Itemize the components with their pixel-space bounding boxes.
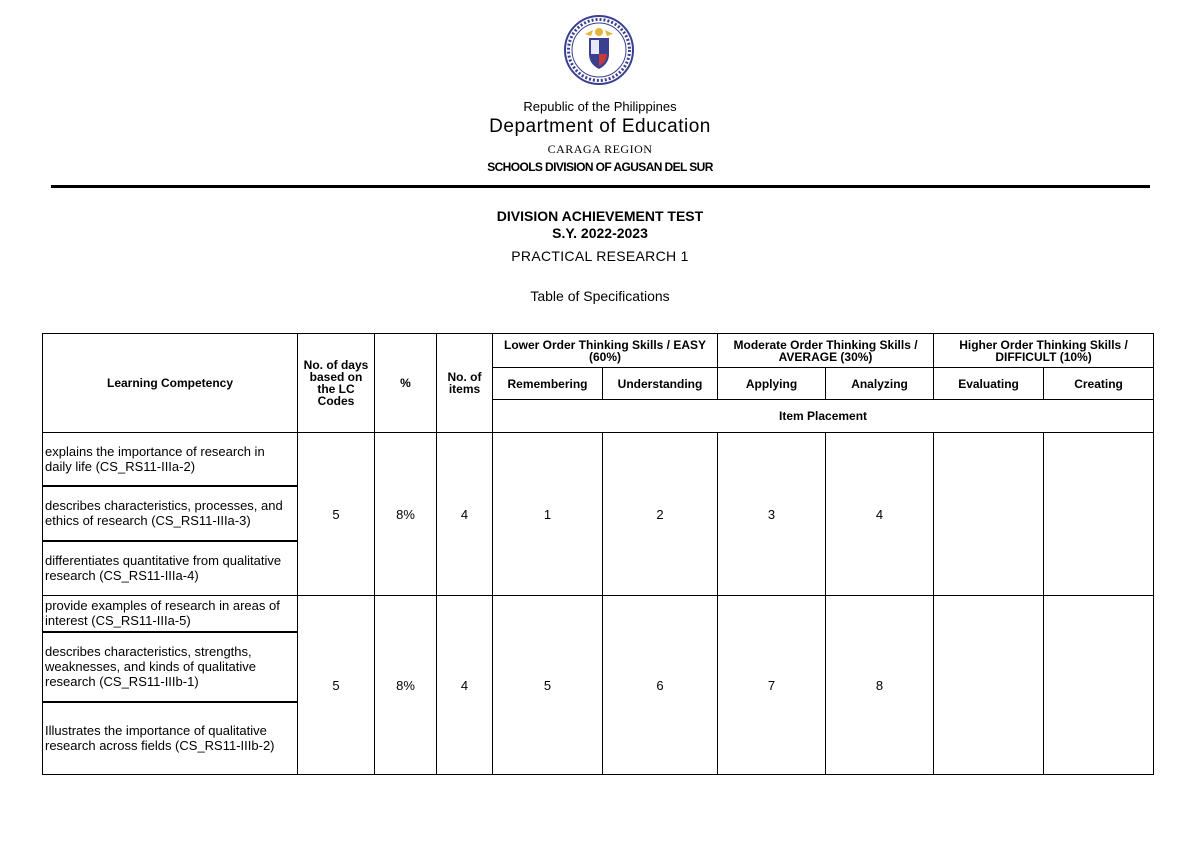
days-cell: 5 <box>298 596 375 775</box>
header-days: No. of days based on the LC Codes <box>298 334 375 433</box>
department-name: Department of Education <box>489 116 711 137</box>
understanding-cell: 6 <box>603 596 718 775</box>
items-cell: 4 <box>437 433 493 596</box>
analyzing-cell: 4 <box>826 433 934 596</box>
subject-name: PRACTICAL RESEARCH 1 <box>511 248 689 264</box>
percent-cell: 8% <box>375 596 437 775</box>
competency-cell: provide examples of research in areas of interest (CS_RS11-IIIa-5) <box>43 596 298 632</box>
header-learning-competency: Learning Competency <box>43 334 298 433</box>
applying-cell: 3 <box>718 433 826 596</box>
analyzing-cell: 8 <box>826 596 934 775</box>
header-items: No. of items <box>437 334 493 433</box>
understanding-cell: 2 <box>603 433 718 596</box>
table-row <box>43 433 1154 486</box>
header-percent: % <box>375 334 437 433</box>
table-row <box>43 596 1154 632</box>
header-creating: Creating <box>1044 368 1154 400</box>
table-of-specifications <box>42 333 1154 775</box>
header-remembering: Remembering <box>493 368 603 400</box>
region-name: CARAGA REGION <box>547 142 653 156</box>
competency-cell: describes characteristics, strengths, weaknesses, and kinds of qualitative research (CS_RS11-IIIb-1) <box>43 632 298 702</box>
header-evaluating: Evaluating <box>934 368 1044 400</box>
creating-cell <box>1044 596 1154 775</box>
school-year: S.Y. 2022-2023 <box>552 225 648 241</box>
days-cell: 5 <box>298 433 375 596</box>
competency-cell: differentiates quantitative from qualitative research (CS_RS11-IIIa-4) <box>43 541 298 596</box>
test-title: DIVISION ACHIEVEMENT TEST <box>496 208 704 224</box>
creating-cell <box>1044 433 1154 596</box>
header-analyzing: Analyzing <box>826 368 934 400</box>
percent-cell: 8% <box>375 433 437 596</box>
division-name: SCHOOLS DIVISION OF AGUSAN DEL SUR <box>487 160 713 174</box>
evaluating-cell <box>934 596 1044 775</box>
header-hots: Higher Order Thinking Skills / DIFFICULT (10%) <box>934 334 1154 368</box>
header-divider <box>51 185 1150 188</box>
republic-text: Republic of the Philippines <box>523 99 677 114</box>
remembering-cell: 5 <box>493 596 603 775</box>
evaluating-cell <box>934 433 1044 596</box>
header-applying: Applying <box>718 368 826 400</box>
items-cell: 4 <box>437 596 493 775</box>
header-understanding: Understanding <box>603 368 718 400</box>
remembering-cell: 1 <box>493 433 603 596</box>
competency-cell: describes characteristics, processes, and ethics of research (CS_RS11-IIIa-3) <box>43 486 298 541</box>
document-subtitle: Table of Specifications <box>530 288 670 304</box>
competency-cell: Illustrates the importance of qualitative research across fields (CS_RS11-IIIb-2) <box>43 702 298 775</box>
header-mots: Moderate Order Thinking Skills / AVERAGE (30%) <box>718 334 934 368</box>
header-item-placement: Item Placement <box>493 400 1154 433</box>
deped-seal-icon <box>563 14 635 86</box>
competency-cell: explains the importance of research in daily life (CS_RS11-IIIa-2) <box>43 433 298 486</box>
applying-cell: 7 <box>718 596 826 775</box>
header-lots: Lower Order Thinking Skills / EASY (60%) <box>493 334 718 368</box>
